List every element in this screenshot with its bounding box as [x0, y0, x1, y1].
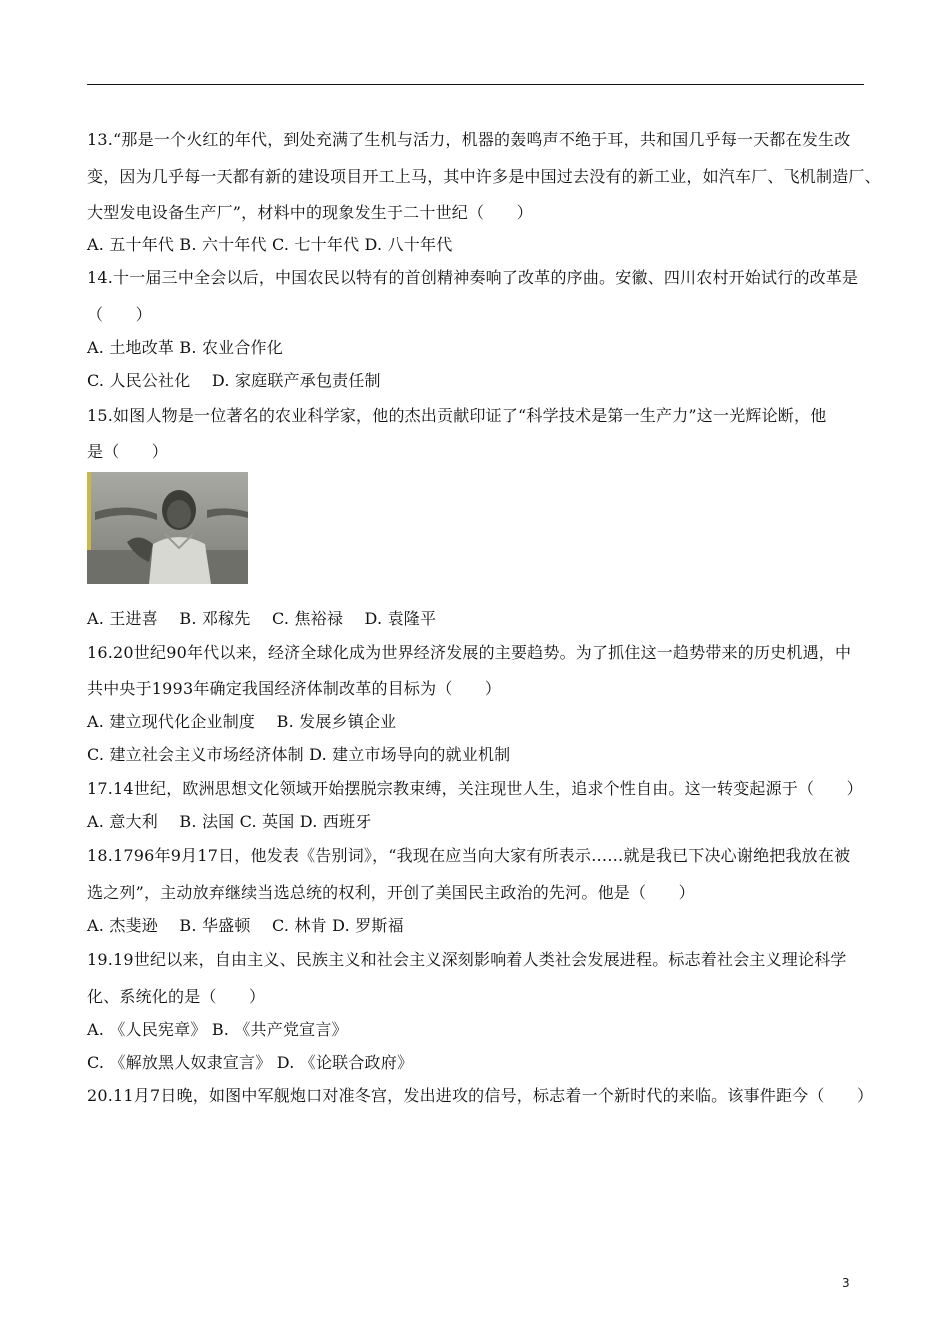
q19-options-1: A. 《人民宪章》 B. 《共产党宣言》	[87, 1020, 348, 1039]
q14-options-2: C. 人民公社化 D. 家庭联产承包责任制	[87, 371, 381, 390]
q14-options-1: A. 土地改革 B. 农业合作化	[87, 338, 283, 357]
q15-stem-line-1: 15.如图人物是一位著名的农业科学家，他的杰出贡献印证了“科学技术是第一生产力”这一光辉论断，他	[87, 406, 827, 425]
q14-stem-line-1: 14.十一届三中全会以后，中国农民以特有的首创精神奏响了改革的序曲。安徽、四川农村开始试行的改革是	[87, 268, 859, 287]
header-rule	[87, 84, 864, 85]
page-number: 3	[842, 1276, 850, 1290]
q14-stem-line-2: （ ）	[87, 305, 152, 324]
q18-stem-line-2: 选之列”，主动放弃继续当选总统的权利，开创了美国民主政治的先河。他是（ ）	[87, 883, 695, 902]
q13-options: A. 五十年代 B. 六十年代 C. 七十年代 D. 八十年代	[87, 235, 453, 254]
q15-options: A. 王进喜 B. 邓稼先 C. 焦裕禄 D. 袁隆平	[87, 609, 437, 628]
q19-stem-line-2: 化、系统化的是（ ）	[87, 987, 266, 1006]
q17-stem-line-1: 17.14世纪，欧洲思想文化领域开始摆脱宗教束缚，关注现世人生，追求个性自由。这一转变起源于（ ）	[87, 779, 863, 798]
q17-options: A. 意大利 B. 法国 C. 英国 D. 西班牙	[87, 812, 372, 831]
q16-options-1: A. 建立现代化企业制度 B. 发展乡镇企业	[87, 712, 397, 731]
q13-stem-line-3: 大型发电设备生产厂”，材料中的现象发生于二十世纪（ ）	[87, 203, 533, 222]
q15-stem-line-2: 是（ ）	[87, 442, 169, 461]
q13-stem-line-2: 变，因为几乎每一天都有新的建设项目开工上马，其中许多是中国过去没有的新工业，如汽车厂、飞机制造厂、	[87, 167, 881, 186]
q13-stem-line-1: 13.“那是一个火红的年代，到处充满了生机与活力，机器的轰鸣声不绝于耳，共和国几乎每一天都在发生改	[87, 130, 851, 149]
q18-stem-line-1: 18.1796年9月17日，他发表《告别词》，“我现在应当向大家有所表示……就是我已下决心谢绝把我放在被	[87, 846, 851, 865]
q19-stem-line-1: 19.19世纪以来，自由主义、民族主义和社会主义深刻影响着人类社会发展进程。标志着社会主义理论科学	[87, 950, 847, 969]
q16-stem-line-1: 16.20世纪90年代以来，经济全球化成为世界经济发展的主要趋势。为了抓住这一趋势带来的历史机遇，中	[87, 643, 852, 662]
q19-options-2: C. 《解放黑人奴隶宣言》 D. 《论联合政府》	[87, 1053, 414, 1072]
q16-stem-line-2: 共中央于1993年确定我国经济体制改革的目标为（ ）	[87, 679, 502, 698]
scientist-photo	[87, 472, 248, 584]
q20-stem-line-1: 20.11月7日晚，如图中军舰炮口对准冬宫，发出进攻的信号，标志着一个新时代的来临。该事件距今（ ）	[87, 1086, 874, 1105]
q18-options: A. 杰斐逊 B. 华盛顿 C. 林肯 D. 罗斯福	[87, 916, 404, 935]
q16-options-2: C. 建立社会主义市场经济体制 D. 建立市场导向的就业机制	[87, 745, 511, 764]
scientist-photo-image	[87, 472, 248, 584]
